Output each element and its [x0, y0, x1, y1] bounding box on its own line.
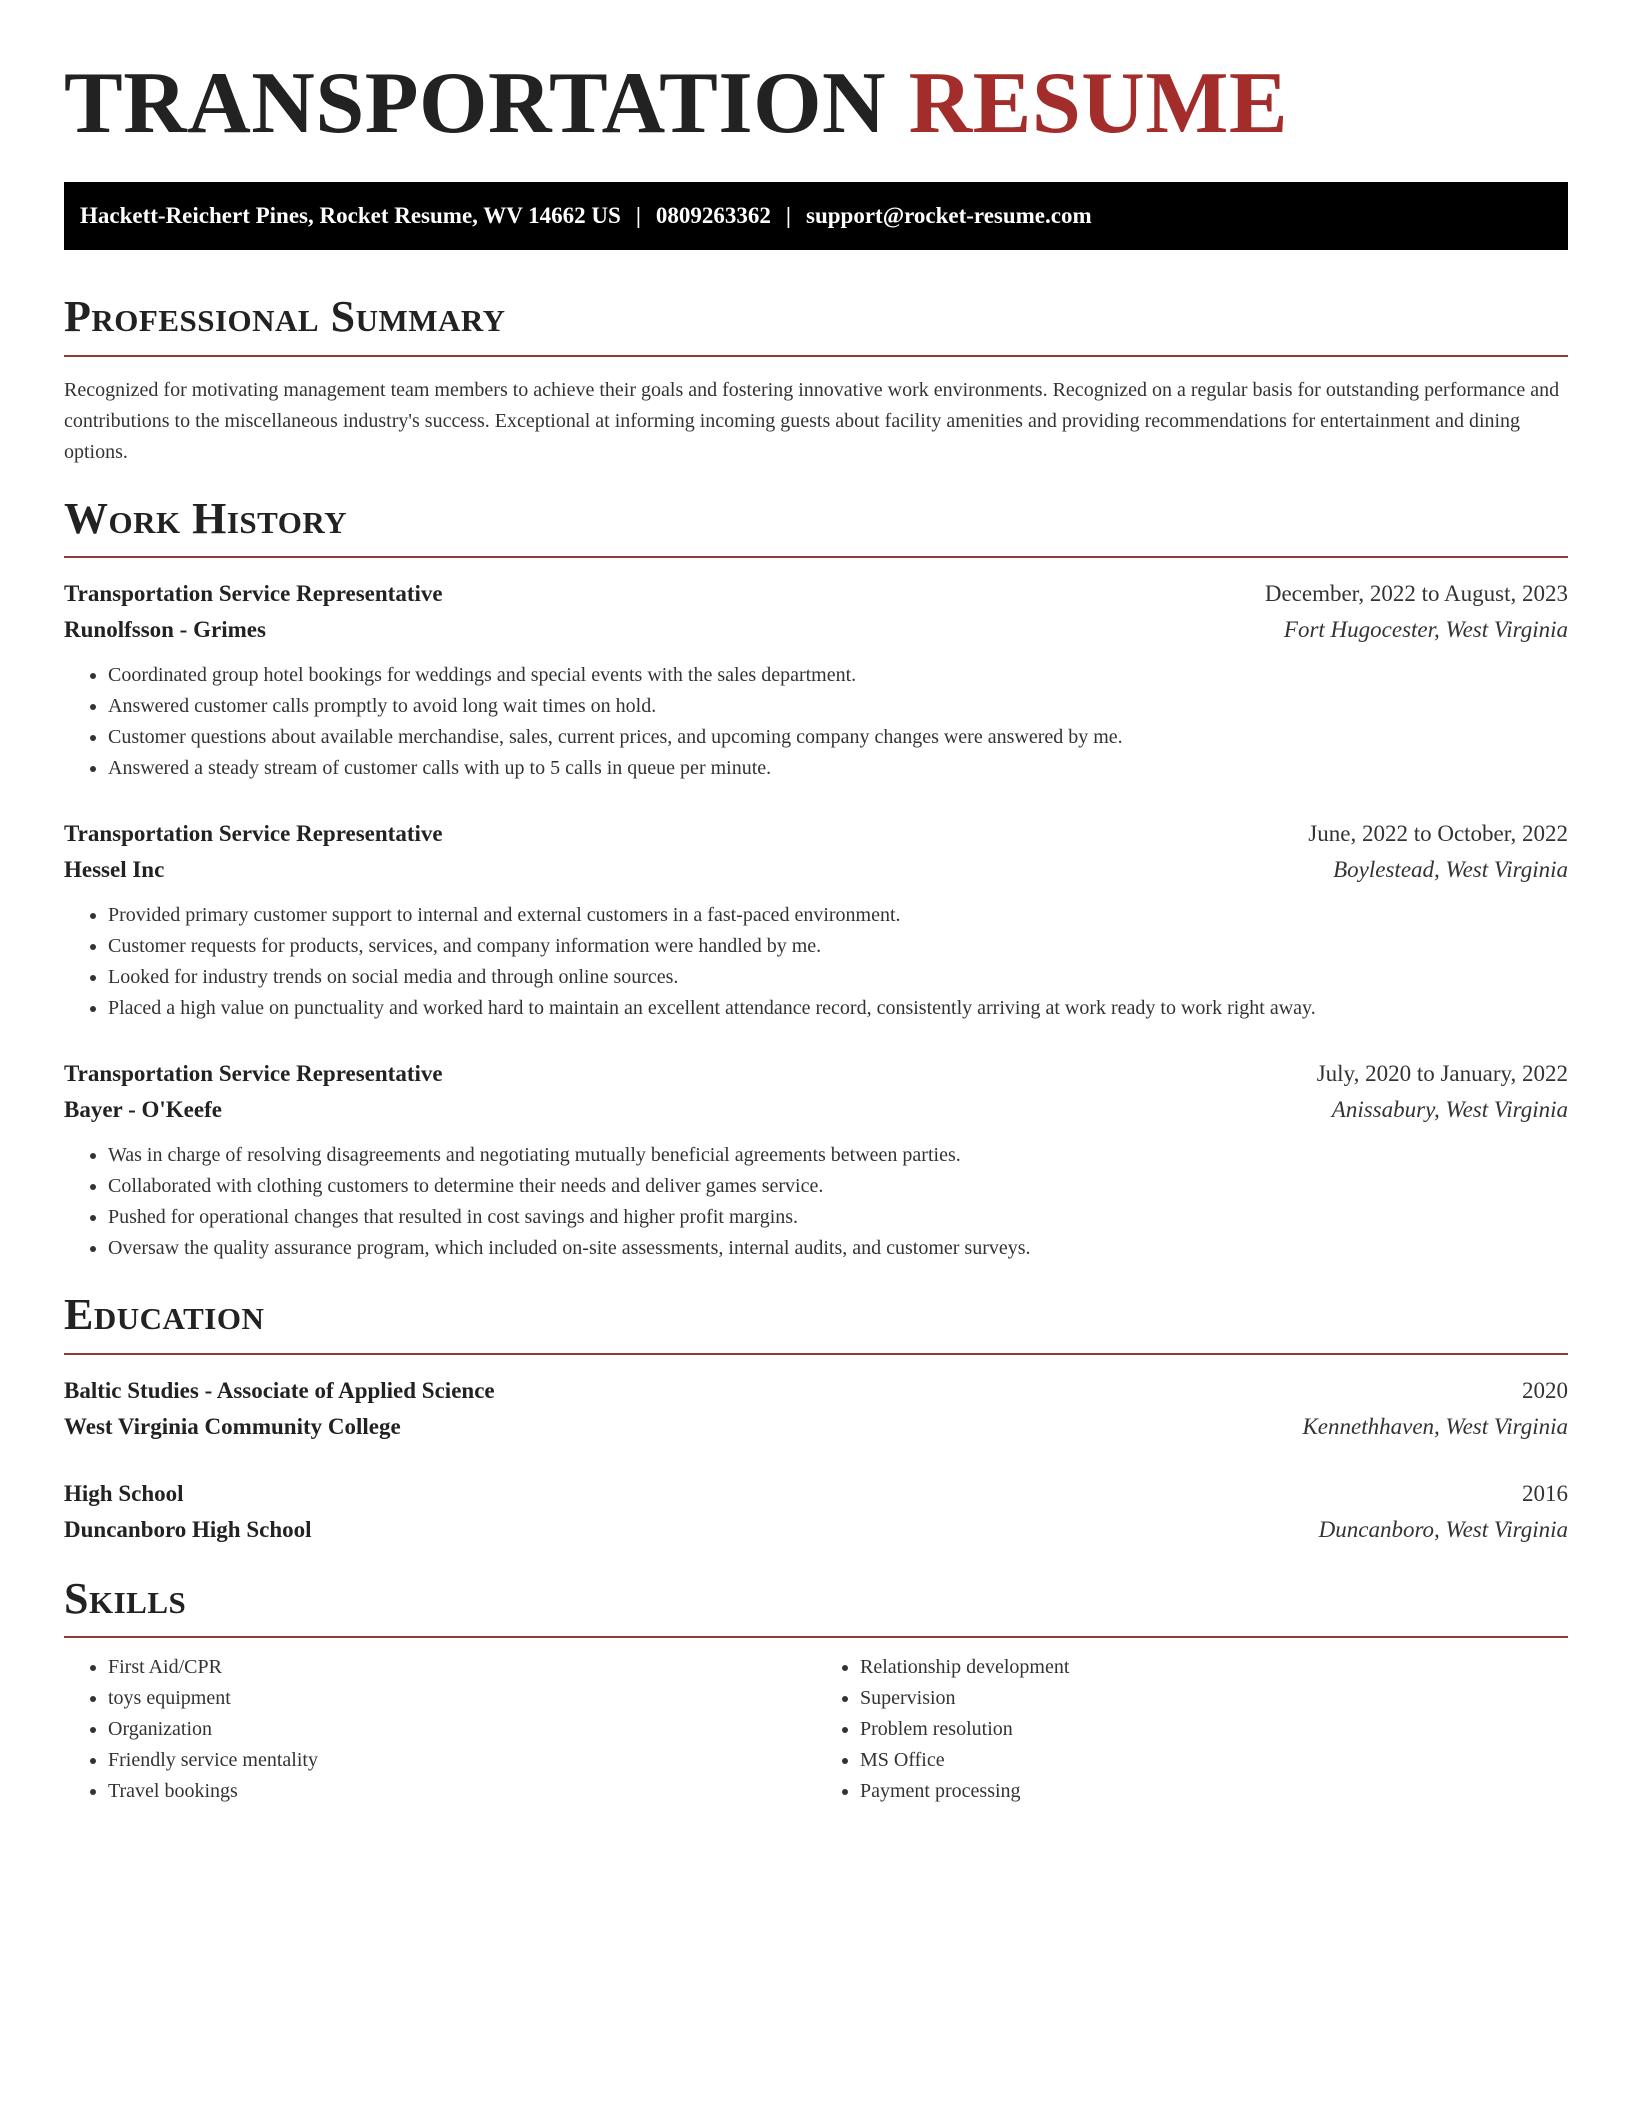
skill-item: • Relationship development [860, 1652, 1568, 1683]
resume-title [64, 55, 1568, 152]
job-bullets [64, 1140, 1568, 1264]
section-divider [64, 556, 1568, 558]
skill-item: • Problem resolution [860, 1714, 1568, 1745]
education-degree: Baltic Studies - Associate of Applied Science [64, 1377, 495, 1403]
job-title: Transportation Service Representative [64, 1061, 443, 1087]
skill-item: • Friendly service mentality [108, 1745, 816, 1776]
job-entry [64, 1056, 1568, 1264]
contact-separator: | [635, 203, 641, 228]
section-divider [64, 1353, 1568, 1355]
job-bullet: • Answered customer calls promptly to avoid long wait times on hold. [108, 691, 1568, 722]
job-bullet: • Pushed for operational changes that resulted in cost savings and higher profit margins. [108, 1202, 1568, 1233]
job-dates: July, 2020 to January, 2022 [1316, 1061, 1568, 1087]
skill-item: • toys equipment [108, 1683, 816, 1714]
contact-separator: | [785, 203, 791, 228]
education-location: Kennethhaven, West Virginia [1302, 1413, 1568, 1439]
job-bullet: • Customer questions about available merchandise, sales, current prices, and upcoming company changes were answered by me. [108, 722, 1568, 753]
contact-bar [64, 182, 1568, 250]
job-company: Bayer - O'Keefe [64, 1097, 222, 1123]
education-heading: Education [64, 1290, 265, 1340]
job-title: Transportation Service Representative [64, 821, 443, 847]
job-entry [64, 576, 1568, 784]
job-company: Hessel Inc [64, 857, 165, 883]
skills-column-right [816, 1652, 1568, 1807]
skill-item: • Payment processing [860, 1776, 1568, 1807]
education-location: Duncanboro, West Virginia [1318, 1516, 1568, 1542]
education-entry [64, 1373, 1568, 1445]
contact-address: Hackett-Reichert Pines, Rocket Resume, WV 14662 US [80, 203, 621, 228]
section-divider [64, 1636, 1568, 1638]
summary-text: Recognized for motivating management team members to achieve their goals and fostering innovative work environments. Recognized on a regular basis for outstanding performance and contributions to the miscellaneous industry's success. Exceptional at informing incoming guests about facility amenities and providing recommendations for entertainment and dining options. [64, 378, 1560, 463]
education-year: 2020 [1522, 1377, 1568, 1403]
summary-section [64, 292, 1568, 468]
job-bullet: • Coordinated group hotel bookings for weddings and special events with the sales department. [108, 660, 1568, 691]
section-divider [64, 355, 1568, 357]
education-degree: High School [64, 1480, 184, 1506]
job-bullets [64, 660, 1568, 784]
job-location: Boylestead, West Virginia [1333, 857, 1568, 883]
job-bullet: • Answered a steady stream of customer calls with up to 5 calls in queue per minute. [108, 753, 1568, 784]
education-section [64, 1290, 1568, 1548]
contact-email: support@rocket-resume.com [806, 203, 1092, 228]
work-history-section [64, 494, 1568, 1265]
title-part-2: RESUME [908, 55, 1289, 152]
skills-section [64, 1574, 1568, 1808]
job-bullet: • Looked for industry trends on social media and through online sources. [108, 962, 1568, 993]
education-entry [64, 1476, 1568, 1548]
education-year: 2016 [1522, 1480, 1568, 1506]
job-bullet: • Placed a high value on punctuality and worked hard to maintain an excellent attendance record, consistently arriving at work ready to work right away. [108, 993, 1568, 1024]
work-history-heading: Work History [64, 493, 348, 543]
job-dates: June, 2022 to October, 2022 [1308, 821, 1568, 847]
summary-heading: Professional Summary [64, 292, 506, 341]
education-school: West Virginia Community College [64, 1413, 401, 1439]
contact-phone: 0809263362 [655, 203, 771, 228]
skill-item: • First Aid/CPR [108, 1652, 816, 1683]
job-bullet: • Customer requests for products, services, and company information were handled by me. [108, 931, 1568, 962]
skill-item: • Supervision [860, 1683, 1568, 1714]
skill-item: • Travel bookings [108, 1776, 816, 1807]
job-bullet: • Collaborated with clothing customers to determine their needs and deliver games service. [108, 1171, 1568, 1202]
job-bullets [64, 900, 1568, 1024]
job-bullet: • Was in charge of resolving disagreements and negotiating mutually beneficial agreements between parties. [108, 1140, 1568, 1171]
skills-grid [64, 1652, 1568, 1807]
skills-heading: Skills [64, 1573, 187, 1623]
job-location: Fort Hugocester, West Virginia [1283, 617, 1568, 643]
job-dates: December, 2022 to August, 2023 [1264, 581, 1568, 607]
skill-item: • MS Office [860, 1745, 1568, 1776]
job-entry [64, 816, 1568, 1024]
skills-column-left [64, 1652, 816, 1807]
title-part-1: TRANSPORTATION [64, 55, 887, 152]
skill-item: • Organization [108, 1714, 816, 1745]
education-school: Duncanboro High School [64, 1516, 312, 1542]
job-bullet: • Oversaw the quality assurance program, which included on-site assessments, internal audits, and customer surveys. [108, 1233, 1568, 1264]
job-bullet: • Provided primary customer support to internal and external customers in a fast-paced environment. [108, 900, 1568, 931]
job-title: Transportation Service Representative [64, 581, 443, 607]
job-location: Anissabury, West Virginia [1331, 1097, 1568, 1123]
job-company: Runolfsson - Grimes [64, 617, 266, 643]
